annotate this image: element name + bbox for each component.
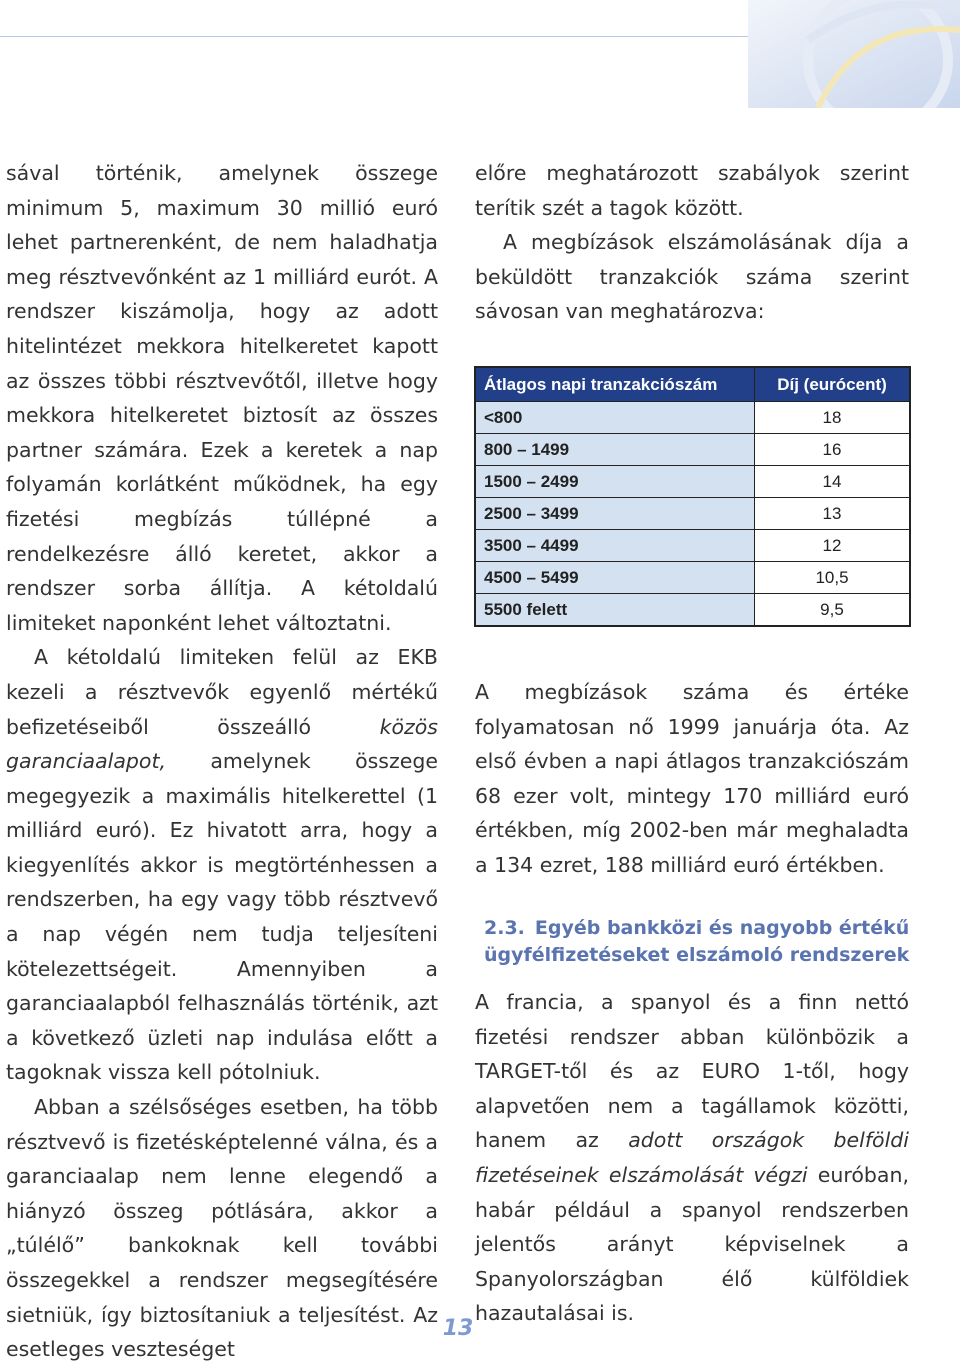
fee-cell: 10,5 (755, 562, 911, 594)
fee-cell: 9,5 (755, 594, 911, 627)
globe-logo-icon (748, 0, 960, 108)
left-column (6, 156, 438, 1367)
fee-table-col-transactions: Átlagos napi tranzakciószám (475, 367, 755, 402)
fee-table-col-fee: Díj (eurócent) (755, 367, 911, 402)
left-paragraph-3: Abban a szélsőséges esetben, ha több résztvevő is fizetésképtelenné válna, és a garanciaalap nem lenne elegendő a hiányzó összeg pótlására, akkor a „túlélő” bankoknak kell további összegekkel a rendszer megsegítésére sietniük, így biztosítaniuk a teljesítést. Az esetleges veszteséget (6, 1095, 438, 1362)
left-paragraph-2: A kétoldalú limiteken felül az EKB kezeli a résztvevők egyenlő mértékű befizetéseiből összeálló közös garanciaalapot, amelynek összege megegyezik a maximális hitelkerettel (1 milliárd euró). Ez hivatott arra, hogy a kiegyenlítés akkor is megtörténhessen a rendszerben, ha egy vagy több résztvevő a nap végén nem tudja teljesíteni kötelezettségeit. Amennyiben a garanciaalapból felhasználás történik, azt a következő üzleti nap indulása előtt a tagoknak vissza kell pótolniuk. (6, 645, 438, 1085)
range-cell: <800 (475, 402, 755, 434)
fee-cell: 16 (755, 434, 911, 466)
right-paragraph-4: A francia, a spanyol és a finn nettó fizetési rendszer abban különbözik a TARGET-től és az EURO 1-től, hogy alapvetően nem a tagállamok közötti, hanem az adott országok belföldi fizetéseinek elszámolását végzi euróban, habár például a spanyol rendszerben jelentős arányt képviselnek a Spanyolországban élő külföldiek hazautalásai is. (475, 990, 910, 1326)
section-heading (484, 915, 924, 969)
range-cell: 1500 – 2499 (475, 466, 755, 498)
range-cell: 4500 – 5499 (475, 562, 755, 594)
fee-cell: 14 (755, 466, 911, 498)
range-cell: 5500 felett (475, 594, 755, 627)
table-row (475, 402, 910, 434)
table-row (475, 498, 910, 530)
right-column-bottom (475, 985, 909, 1331)
fee-table (474, 366, 911, 627)
table-row (475, 434, 910, 466)
section-title: Egyéb bankközi és nagyobb értékű ügyfélfizetéseket elszámoló rendszerek (484, 917, 910, 966)
left-paragraph-1: sával történik, amelynek összege minimum 5, maximum 30 millió euró lehet partnerenként, de nem haladhatja meg résztvevőnként az 1 milliárd eurót. A rendszer kiszámolja, hogy az adott hitelintézet mekkora hitelkeretet kapott az összes többi résztvevőtől, illetve hogy mekkora hitelkeretet biztosít az összes partner számára. Ezek a keretek a nap folyamán korlátként működnek, ha egy fizetési megbízás túllépné a rendelkezésre álló keretet, akkor a rendszer sorba állítja. A kétoldalú limiteket naponként lehet változtatni. (6, 161, 438, 635)
right-column-middle (475, 675, 909, 883)
range-cell: 2500 – 3499 (475, 498, 755, 530)
page-number: 13 (442, 1316, 474, 1341)
fee-table-header (475, 367, 910, 402)
fee-cell: 13 (755, 498, 911, 530)
range-cell: 3500 – 4499 (475, 530, 755, 562)
emphasis: adott országok belföldi fizetéseinek elszámolását végzi (475, 1128, 910, 1187)
range-cell: 800 – 1499 (475, 434, 755, 466)
right-paragraph-2: A megbízások elszámolásának díja a beküldött tranzakciók száma szerint sávosan van meghatározva: (475, 230, 909, 324)
table-row (475, 562, 910, 594)
section-number: 2.3. (484, 917, 525, 939)
right-column-top (475, 156, 909, 329)
table-row (475, 594, 910, 627)
right-paragraph-3: A megbízások száma és értéke folyamatosan nő 1999 januárja óta. Az első évben a napi átlagos tranzakciószám 68 ezer volt, mintegy 170 milliárd euró értékben, míg 2002-ben már meghaladta a 134 ezret, 188 milliárd euró értékben. (475, 680, 909, 877)
emphasis: közös garanciaalapot, (6, 714, 438, 774)
table-row (475, 530, 910, 562)
table-row (475, 466, 910, 498)
fee-cell: 18 (755, 402, 911, 434)
fee-cell: 12 (755, 530, 911, 562)
right-paragraph-1: előre meghatározott szabályok szerint terítik szét a tagok között. (475, 161, 909, 220)
